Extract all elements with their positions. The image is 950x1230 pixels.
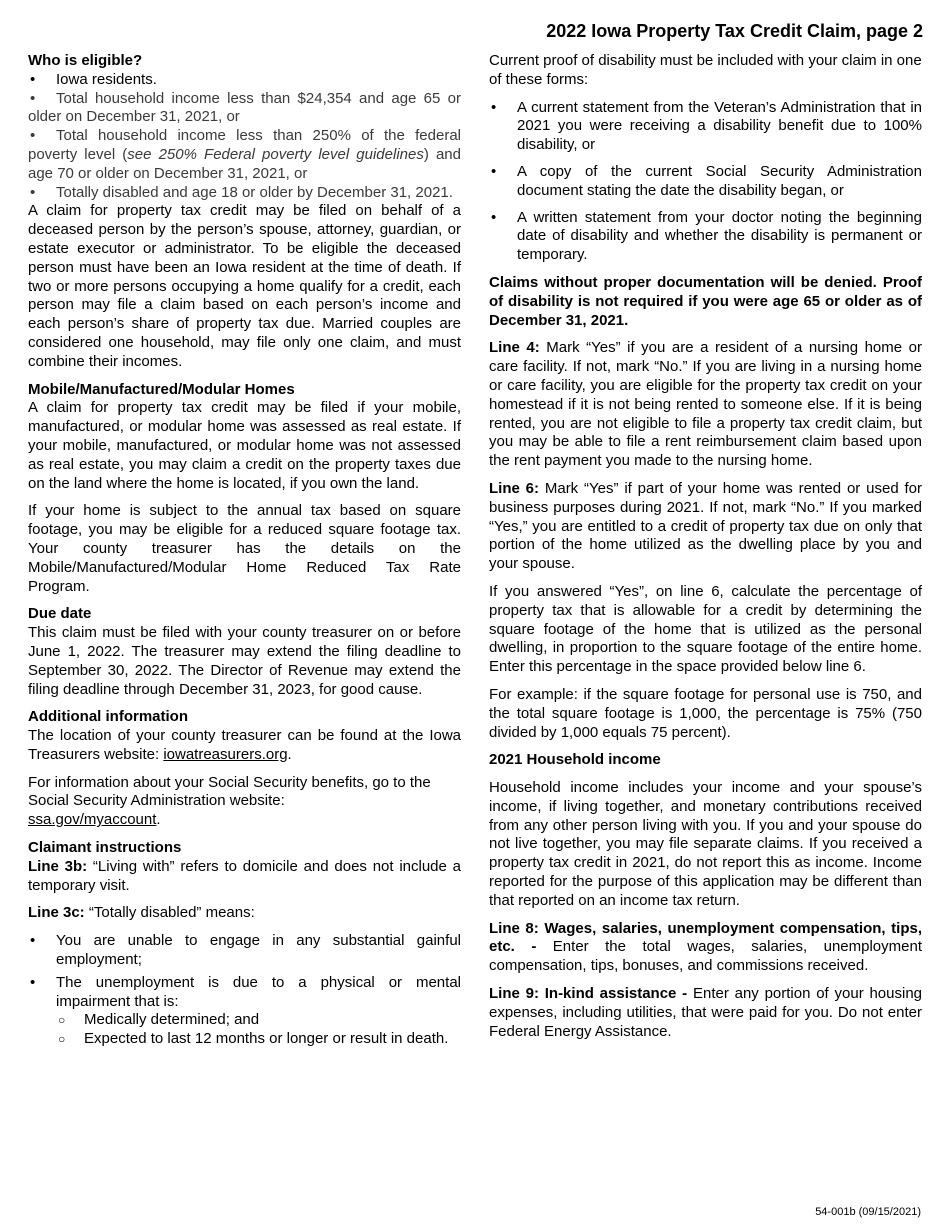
disabled-bullet-2: • The unemployment is due to a physical or mental impairment that is: (28, 974, 461, 1012)
mobile-paragraph-2: If your home is subject to the annual tax based on square footage, you may be eligible for a reduced square footage tax. Your county treasurer has the details on the Mobile/Manufactured/Modular Home Reduced Tax Rate Program. (28, 502, 461, 595)
left-column (28, 52, 461, 1049)
mobile-heading: Mobile/Manufactured/Modular Homes (28, 380, 295, 398)
claimant-heading: Claimant instructions (28, 839, 182, 857)
right-column (489, 52, 922, 1041)
line-6-paragraph: Line 6: Mark “Yes” if part of your home was rented or used for business purposes during 2021. If not, mark “No.” If you marked “Yes,” you are entitled to a credit of property tax due on only that portion of the home utilized as the dwelling place by you and your spouse. (489, 479, 923, 573)
eligible-bullet-3: • Total household income less than 250% of the federal poverty level (see 250% Federal poverty level guidelines) and age 70 or older on December 31, 2021, or (28, 127, 461, 183)
ssa-paragraph: For information about your Social Security benefits, go to the Social Security Administration website: ssa.gov/myaccount. (28, 773, 431, 829)
page-title: 2022 Iowa Property Tax Credit Claim, page 2 (546, 21, 923, 41)
eligible-bullet-2: • Total household income less than $24,354 and age 65 or older on December 31, 2021, or (28, 90, 461, 128)
line-8-paragraph: Line 8: Wages, salaries, unemployment compensation, tips, etc. - Enter the total wages, salaries, unemployment compensation, tips, bonuses, and commissions received. (489, 919, 922, 975)
disabled-sub-1: ○ Medically determined; and (28, 1011, 461, 1030)
treasurer-paragraph: The location of your county treasurer can be found at the Iowa Treasurers website: iowatreasurers.org. (28, 727, 461, 763)
eligible-bullet-4: • Totally disabled and age 18 or older by December 31, 2021. (28, 184, 461, 203)
line-3c-paragraph: Line 3c: “Totally disabled” means: (28, 904, 255, 922)
form-number: 54-001b (09/15/2021) (815, 1206, 921, 1218)
documentation-warning: Claims without proper documentation will be denied. Proof of disability is not required if you were age 65 or older as of December 31, 2021. (489, 273, 922, 329)
ssa-link[interactable]: ssa.gov/myaccount (28, 811, 157, 829)
mobile-paragraph-1: A claim for property tax credit may be filed if your mobile, manufactured, or modular home was assessed as real estate. If your mobile, manufactured, or modular home was not assessed as real estate, you may claim a credit on the property taxes due on the land where the home is located, if you own the land. (28, 399, 461, 492)
due-date-heading: Due date (28, 605, 92, 623)
disabled-sub-2: ○ Expected to last 12 months or longer or result in death. (28, 1030, 461, 1049)
household-income-paragraph: Household income includes your income and your spouse’s income, if living together, and monetary contributions received from any other person living with you. If you and your spouse do not live together, you may file separate claims. If you received a property tax credit in 2021, do not report this as income. Income reported for the purpose of this application may be different than that reported on an income tax return. (489, 779, 922, 909)
eligible-bullet-1: • Iowa residents. (28, 71, 461, 90)
proof-bullet-2: • A copy of the current Social Security Administration document stating the date the disability began, or (489, 163, 922, 201)
line-6-calc-paragraph: If you answered “Yes”, on line 6, calculate the percentage of property tax that is allowable for a credit by determining the square footage of the home that is utilized as the personal dwelling, in proportion to the square footage of the entire home. Enter this percentage in the space provided below line 6. (489, 582, 922, 676)
proof-bullet-3: • A written statement from your doctor noting the beginning date of disability and whether the disability is permanent or temporary. (489, 209, 922, 265)
due-date-paragraph: This claim must be filed with your county treasurer on or before June 1, 2022. The treasurer may extend the filing deadline to September 30, 2022. The Director of Revenue may extend the filing deadline through December 31, 2023, for good cause. (28, 624, 461, 698)
line-3b-paragraph: Line 3b: “Living with” refers to domicile and does not include a temporary visit. (28, 857, 461, 894)
proof-bullet-1: • A current statement from the Veteran’s Administration that in 2021 you were receiving a disability benefit due to 100% disability, or (489, 99, 922, 155)
disabled-bullet-1: • You are unable to engage in any substantial gainful employment; (28, 932, 461, 970)
line-6-example: For example: if the square footage for personal use is 750, and the total square footage is 1,000, the percentage is 75% (750 divided by 1,000 equals 75 percent). (489, 685, 922, 741)
eligible-paragraph: A claim for property tax credit may be filed on behalf of a deceased person by the person’s spouse, attorney, guardian, or estate executor or administrator. To be eligible the deceased person must have been an Iowa resident at the time of death. If two or more persons occupying a home qualify for a credit, each person may file a claim based on each person’s income and each person’s share of property tax due. Married couples are considered one household, may file only one claim, and must combine their incomes. (28, 202, 461, 370)
household-income-heading: 2021 Household income (489, 751, 661, 769)
line-9-paragraph: Line 9: In-kind assistance - Enter any portion of your housing expenses, including utilities, that were paid for you. Do not enter Federal Energy Assistance. (489, 985, 923, 1040)
eligible-heading: Who is eligible? (28, 52, 143, 69)
additional-info-heading: Additional information (28, 708, 188, 726)
line-4-paragraph: Line 4: Mark “Yes” if you are a resident of a nursing home or care facility. If not, mark “No.” If you are living in a nursing home or care facility, you are eligible for the property tax credit on your homestead if it is not being rented to someone else. If it is being rented, you are not eligible to file a property tax credit claim, but you may be able to file a rent reimbursement claim based upon the rent payment you made to the nursing home. (489, 339, 922, 470)
proof-intro: Current proof of disability must be included with your claim in one of these forms: (489, 52, 922, 88)
iowatreasurers-link[interactable]: iowatreasurers.org (163, 745, 288, 763)
